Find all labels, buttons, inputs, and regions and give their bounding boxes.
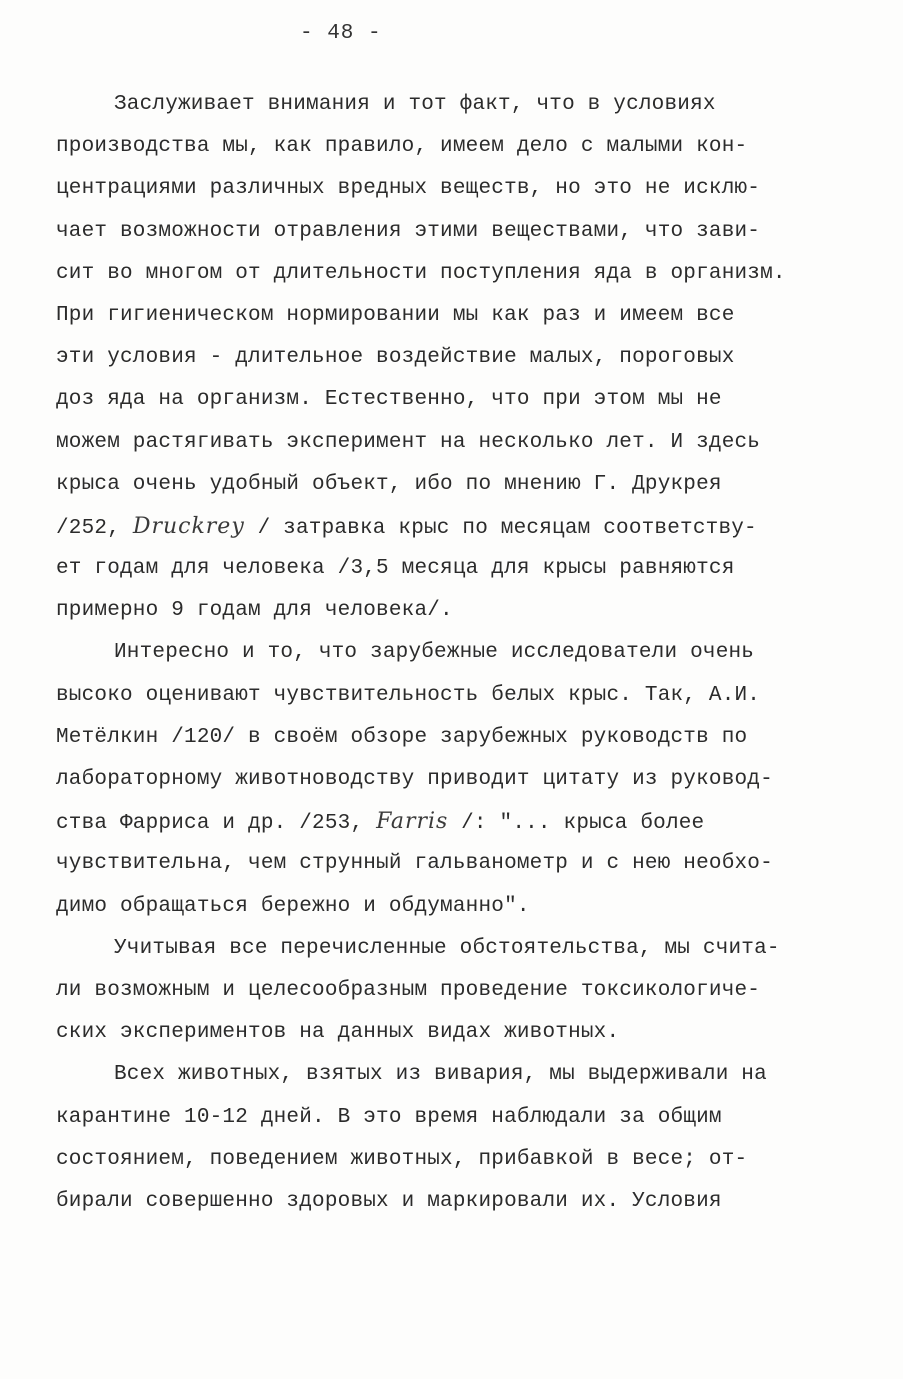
text-line: эти условия - длительное воздействие малых, пороговых — [56, 346, 735, 370]
text-segment: /252, — [56, 516, 133, 540]
text-line: производства мы, как правило, имеем дело с малыми кон- — [56, 135, 748, 159]
text-line: Всех животных, взятых из вивария, мы выдерживали на — [114, 1063, 767, 1087]
text-line: чает возможности отравления этими веществами, что зави- — [56, 219, 761, 243]
text-line — [56, 506, 846, 548]
text-line: димо обращаться бережно и обдуманно". — [56, 894, 530, 918]
page-number: - 48 - — [300, 22, 382, 45]
text-line: чувствительна, чем струнный гальванометр и с нею необхо- — [56, 852, 773, 876]
text-line: лабораторному животноводству приводит цитату из руковод- — [56, 768, 773, 791]
text-line: Заслуживает внимания и тот факт, что в условиях — [114, 93, 716, 116]
text-segment: ства Фарриса и др. /253, — [56, 812, 377, 836]
text-line: доз яда на организм. Естественно, что при этом мы не — [56, 388, 722, 412]
text-line: можем растягивать эксперимент на несколько лет. И здесь — [56, 430, 761, 454]
text-segment: /: "... крыса более — [448, 812, 705, 836]
text-line: высоко оценивают чувствительность белых крыс. Так, А.И. — [56, 683, 761, 707]
text-line: ских экспериментов на данных видах животных. — [56, 1021, 620, 1045]
text-segment: / затравка крыс по месяцам соответству- — [244, 516, 757, 540]
text-line: сит во многом от длительности поступления яда в организм. — [56, 261, 786, 285]
text-line: состоянием, поведением животных, прибавкой в весе; от- — [56, 1147, 748, 1171]
text-line: примерно 9 годам для человека/. — [56, 599, 453, 623]
text-line: ли возможным и целесообразным проведение токсикологиче- — [56, 978, 761, 1002]
body-text — [56, 84, 846, 1223]
text-line: При гигиеническом нормировании мы как раз и имеем все — [56, 303, 735, 327]
text-line: ет годам для человека /3,5 месяца для крысы равняются — [56, 557, 735, 581]
text-line — [56, 801, 846, 843]
text-line: центрациями различных вредных веществ, но это не исклю- — [56, 177, 761, 201]
text-line: карантине 10-12 дней. В это время наблюдали за общим — [56, 1105, 722, 1129]
handwritten-name: Druckrey — [132, 513, 245, 539]
text-line: Метёлкин /120/ в своём обзоре зарубежных руководств по — [56, 725, 748, 749]
text-line: крыса очень удобный объект, ибо по мнению Г. Друкрея — [56, 472, 722, 496]
text-line: бирали совершенно здоровых и маркировали их. Условия — [56, 1189, 722, 1213]
text-line: Интересно и то, что зарубежные исследователи очень — [114, 641, 755, 665]
text-line: Учитывая все перечисленные обстоятельства, мы счита- — [114, 936, 780, 960]
handwritten-name: Farris — [376, 809, 449, 835]
